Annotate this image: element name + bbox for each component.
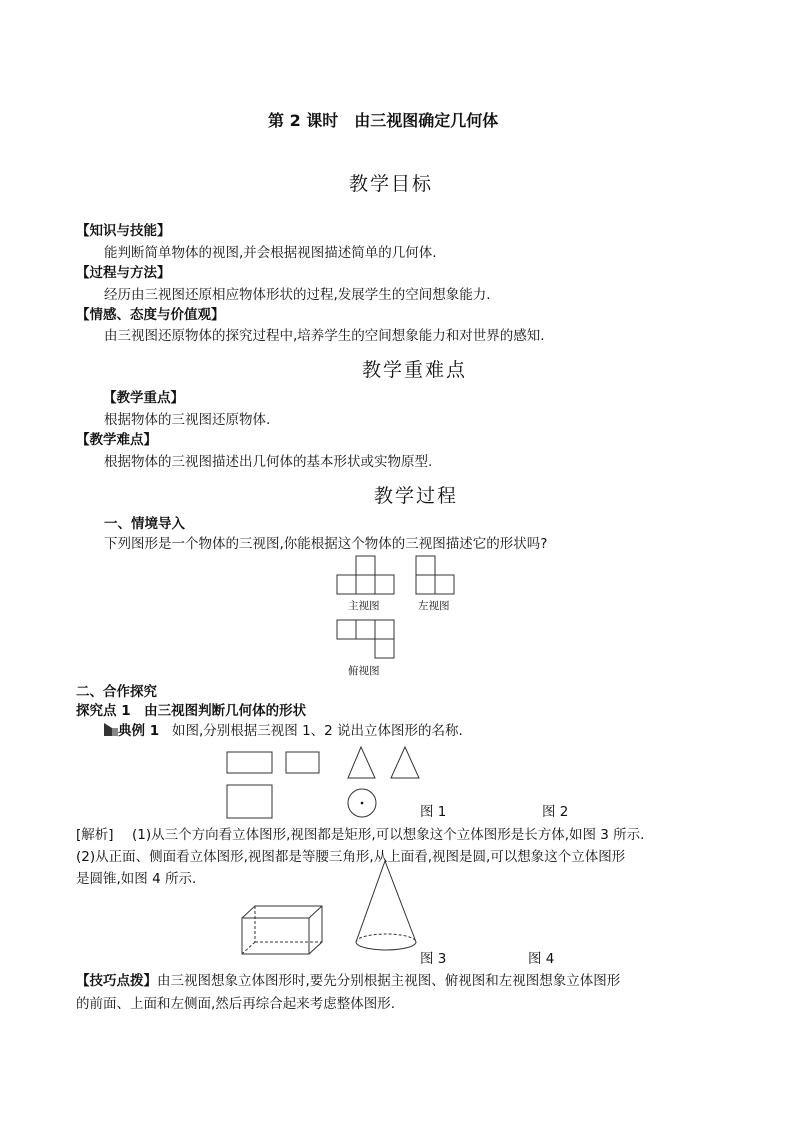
circle-center-dot	[361, 802, 364, 805]
figure-3-cuboid	[242, 906, 322, 954]
method-heading: 【过程与方法】	[76, 265, 171, 281]
knowledge-heading: 【知识与技能】	[76, 223, 171, 239]
figure-4-caption: 图 4	[528, 951, 555, 967]
method-text: 经历由三视图还原相应物体形状的过程,发展学生的空间想象能力.	[104, 287, 491, 303]
tip-line-1	[76, 972, 620, 990]
example-banner-icon	[104, 723, 118, 736]
figure-1-views	[227, 752, 319, 818]
figure-2-caption: 图 2	[542, 804, 569, 820]
knowledge-text: 能判断简单物体的视图,并会根据视图描述简单的几何体.	[104, 245, 437, 261]
difficulty-heading: 【教学难点】	[76, 432, 157, 448]
tip-line-2: 的前面、上面和左侧面,然后再综合起来考虑整体图形.	[76, 996, 396, 1012]
figure-4-cone	[356, 861, 416, 950]
front-view-label: 主视图	[348, 600, 380, 612]
part2-heading: 二、合作探究	[76, 684, 157, 700]
front-view-figure	[337, 556, 394, 594]
section-heading-key-points: 教学重难点	[362, 359, 468, 381]
left-view-label: 左视图	[418, 600, 450, 612]
analysis-line-2: (2)从正面、侧面看立体图形,视图都是等腰三角形,从上面看,视图是圆,可以想象这个立体图形	[76, 849, 626, 865]
part1-text: 下列图形是一个物体的三视图,你能根据这个物体的三视图描述它的形状吗?	[104, 536, 548, 552]
example-text: 如图,分别根据三视图 1、2 说出立体图形的名称.	[172, 723, 463, 739]
emotion-heading: 【情感、态度与价值观】	[76, 307, 225, 323]
focus-heading: 【教学重点】	[103, 390, 184, 406]
focus-text: 根据物体的三视图还原物体.	[104, 412, 271, 428]
part1-heading: 一、情境导入	[104, 516, 185, 532]
difficulty-text: 根据物体的三视图描述出几何体的基本形状或实物原型.	[104, 454, 433, 470]
top-view-label: 俯视图	[348, 665, 380, 677]
figure-3-caption: 图 3	[420, 951, 447, 967]
figure-2-views	[348, 747, 419, 817]
tip-text-1: 由三视图想象立体图形时,要先分别根据主视图、俯视图和左视图想象立体图形	[157, 973, 621, 989]
tip-heading: 【技巧点拨】	[76, 973, 157, 989]
point1-heading: 探究点 1 由三视图判断几何体的形状	[76, 703, 307, 719]
left-view-figure	[416, 556, 454, 594]
lesson-title: 第 2 课时 由三视图确定几何体	[268, 111, 499, 130]
analysis-line-1: (1)从三个方向看立体图形,视图都是矩形,可以想象这个立体图形是长方体,如图 3 所示.	[132, 827, 645, 843]
emotion-text: 由三视图还原物体的探究过程中,培养学生的空间想象能力和对世界的感知.	[104, 328, 545, 344]
top-view-figure	[337, 620, 394, 658]
figure-1-caption: 图 1	[420, 804, 447, 820]
analysis-label: [解析]	[76, 827, 114, 843]
section-heading-goals: 教学目标	[349, 173, 434, 195]
example-label: 典例 1	[118, 723, 160, 739]
analysis-line-3: 是圆锥,如图 4 所示.	[76, 871, 197, 887]
section-heading-process: 教学过程	[374, 485, 459, 507]
